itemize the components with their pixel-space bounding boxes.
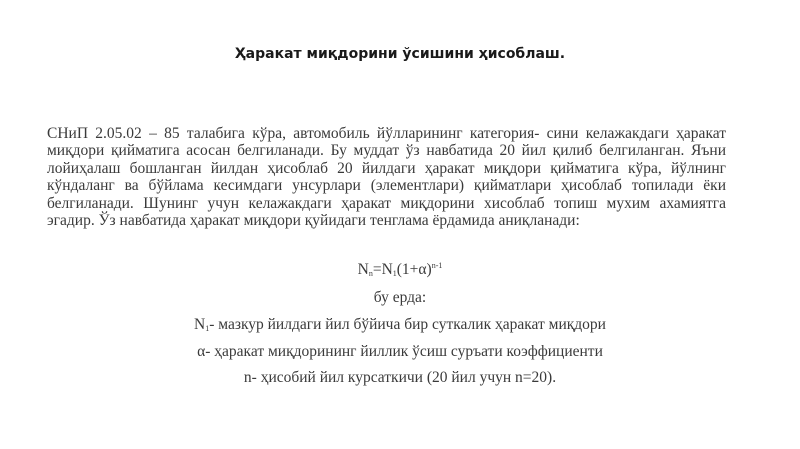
- body-paragraph: СНиП 2.05.02 – 85 талабига кўра, автомобиль йўлларининг категория- сини келажакдаги ҳаракат миқдори қийматига асосан белгиланади. Бу муддат ўз навбатида 20 йил қилиб белгиланган. Яъни лойиҳалаш бошланган йилдан ҳисоблаб 20 йилдаги ҳаракат миқдори қийматига кўра, йўлнинг кўндаланг ва бўйлама кесимдаги унсурлари (элементлари) қийматлари ҳисоблаб топилади ёки белгиланади. Шунинг учун келажакдаги ҳаракат миқдорини хисоблаб топиш мухим ахамиятга эгадир. Ўз навбатида ҳаракат миқдори қуйидаги тенглама ёрдамида аниқланади:: [47, 125, 726, 230]
- definition-alpha: α- ҳаракат миқдорининг йиллик ўсиш суръати коэффициенти: [197, 343, 603, 360]
- definition-n1-text: - мазкур йилдаги йил бўйича бир суткалик ҳаракат миқдори: [209, 316, 606, 333]
- where-label: бу ерда:: [373, 289, 427, 306]
- definition-n1-symbol: N: [194, 316, 206, 333]
- formula-lhs-subscript: n: [368, 269, 373, 278]
- definition-n1: [0, 316, 800, 334]
- formula-rhs: (1+α): [396, 261, 432, 278]
- formula-equals-n: =N: [372, 261, 393, 278]
- page-title: Ҳаракат миқдорини ўсишини ҳисоблаш.: [234, 46, 566, 62]
- formula: [0, 261, 800, 279]
- formula-exponent: n-1: [431, 261, 443, 270]
- definition-n: n- ҳисобий йил курсаткичи (20 йил учун n=20).: [243, 369, 557, 386]
- formula-rhs-subscript: 1: [392, 269, 397, 278]
- definition-n1-subscript: 1: [205, 324, 210, 333]
- formula-lhs: N: [357, 261, 369, 278]
